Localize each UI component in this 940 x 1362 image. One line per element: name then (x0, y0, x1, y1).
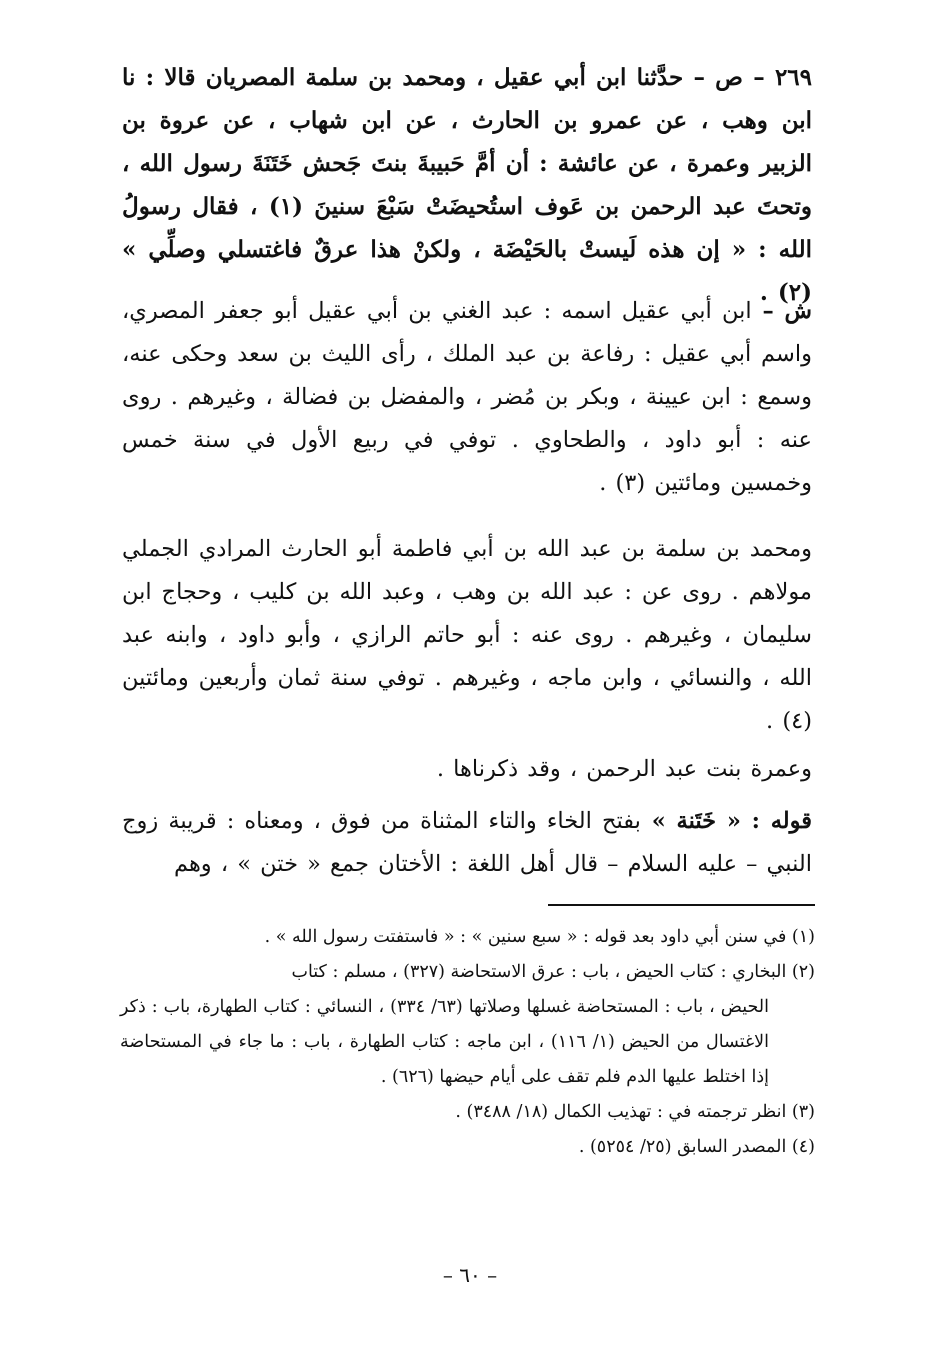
footnote-1: (١) في سنن أبي داود بعد قوله : « سبع سنين » : « فاستفتت رسول الله » . (264, 927, 815, 947)
commentary-paragraph-narrator-ibn-abi-aqil (122, 290, 812, 505)
footnote-divider (548, 904, 815, 906)
footnote-4: (٤) المصدر السابق (٢٥/ ٥٢٥٤) . (578, 1137, 815, 1157)
explanation-text: بفتح الخاء والتاء المثناة من فوق ، ومعناه : قريبة زوج النبي – عليه السلام – قال أهل اللغة : الأختان جمع « ختن » ، وهم (122, 808, 812, 877)
commentary-paragraph-word-explanation (122, 800, 812, 886)
footnote-2-continuation: الحيض ، باب : المستحاضة غسلها وصلاتها (٦٣/ ٣٣٤) ، النسائي : كتاب الطهارة، باب : ذكر الاغتسال من الحيض (١/ ١١٦) ، ابن ماجه : كتاب الطهارة ، باب : ما جاء في المستحاضة إذا اختلط عليها الدم فلم تقف على أيام حيضها (٦٢٦) . (120, 997, 769, 1087)
footnote-3: (٣) انظر ترجمته في : تهذيب الكمال (١٨/ ٣٤٨٨) . (455, 1102, 815, 1122)
commentary-paragraph-narrator-muhammad-ibn-salama: ومحمد بن سلمة بن عبد الله بن أبي فاطمة أبو الحارث المرادي الجملي مولاهم . روى عن : عبد الله بن وهب ، وعبد الله بن كليب ، وحجاج ابن سليمان ، وغيرهم . روى عنه : أبو حاتم الرازي ، وأبو داود ، وابنه عبد الله ، والنسائي ، وابن ماجه ، وغيرهم . توفي سنة ثمان وأربعين ومائتين (٤) . (122, 536, 812, 734)
explained-word: قوله : « خَتَنة » (640, 808, 813, 834)
page-number: – ٦٠ – (442, 1263, 498, 1287)
commentary-marker: ش – (751, 298, 812, 324)
commentary-paragraph-text: ابن أبي عقيل اسمه : عبد الغني بن أبي عقيل أبو جعفر المصري، واسم أبي عقيل : رفاعة بن عبد الملك ، رأى الليث بن سعد وحكى عنه، وسمع : ابن عيينة ، وبكر بن مُضر ، والمفضل بن فضالة ، وغيرهم . روى عنه : أبو داود ، والطحاوي . توفي في ربيع الأول في سنة خمس وخمسين ومائتين (٣) . (122, 298, 812, 496)
footnote-2: (٢) البخاري : كتاب الحيض ، باب : عرق الاستحاضة (٣٢٧) ، مسلم : كتاب (291, 962, 815, 982)
footnotes (120, 920, 815, 1165)
commentary-paragraph-narrator-amra: وعمرة بنت عبد الرحمن ، وقد ذكرناها . (436, 756, 812, 782)
hadith-text: ٢٦٩ – ص – حدَّثنا ابن أبي عقيل ، ومحمد بن سلمة المصريان قالا : نا ابن وهب ، عن عمرو بن الحارث ، عن ابن شهاب ، عن عروة بن الزبير وعمرة ، عن عائشة : أن أمَّ حَبيبةَ بنتَ جَحش خَتَنَةَ رسول الله ، وتحتَ عبد الرحمن بن عَوف استُحيضَتْ سَبْعَ سنينَ (١) ، فقال رسولُ الله : « إن هذه لَيستْ بالحَيْضَة ، ولكنْ هذا عرقٌ فاغتسلي وصلِّي » (٢) . (122, 64, 812, 306)
